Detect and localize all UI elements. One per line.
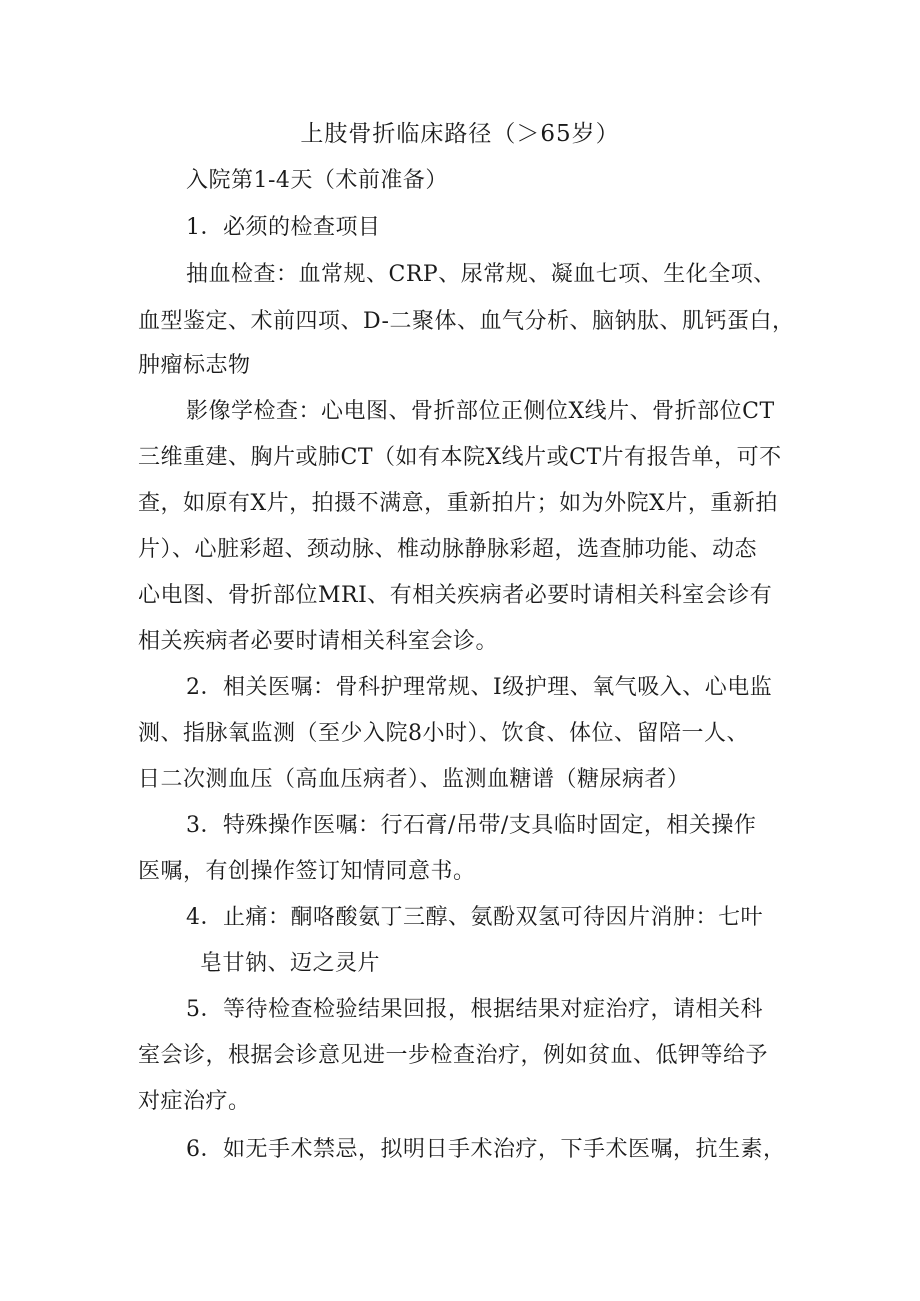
item-2-line: 日二次测血压（高血压病者）、监测血糖谱（糖尿病者） bbox=[138, 767, 690, 792]
imaging-line: 三维重建、胸片或肺CT（如有本院X线片或CT片有报告单，可不 bbox=[138, 445, 782, 470]
blood-test-line: 血型鉴定、术前四项、D-二聚体、血气分析、脑钠肽、肌钙蛋白， bbox=[138, 309, 795, 334]
imaging-line: 心电图、骨折部位MRI、有相关疾病者必要时请相关科室会诊有 bbox=[138, 583, 773, 608]
imaging-line: 片）、心脏彩超、颈动脉、椎动脉静脉彩超，选查肺功能、动态 bbox=[138, 537, 758, 562]
blood-test-line: 抽血检查：血常规、CRP、尿常规、凝血七项、生化全项、 bbox=[186, 262, 776, 287]
item-5-line: 5．等待检查检验结果回报，根据结果对症治疗，请相关科 bbox=[186, 997, 763, 1022]
item-5-line: 室会诊，根据会诊意见进一步检查治疗，例如贫血、低钾等给予 bbox=[138, 1043, 769, 1068]
imaging-line: 影像学检查：心电图、骨折部位正侧位X线片、骨折部位CT bbox=[186, 399, 775, 424]
item-1-heading: 1．必须的检查项目 bbox=[186, 215, 381, 240]
item-3-line: 3．特殊操作医嘱：行石膏/吊带/支具临时固定，相关操作 bbox=[186, 813, 757, 838]
blood-test-line: 肿瘤标志物 bbox=[138, 353, 251, 378]
section-heading-admission: 入院第1-4天（术前准备） bbox=[186, 168, 448, 193]
item-5-line: 对症治疗。 bbox=[138, 1089, 251, 1114]
imaging-line: 查，如原有X片，拍摄不满意，重新拍片；如为外院X片，重新拍 bbox=[138, 491, 778, 516]
item-4-line: 4．止痛：酮咯酸氨丁三醇、氨酚双氢可待因片消肿：七叶 bbox=[186, 905, 763, 930]
item-3-line: 医嘱，有创操作签订知情同意书。 bbox=[138, 859, 476, 884]
imaging-line: 相关疾病者必要时请相关科室会诊。 bbox=[138, 629, 499, 654]
item-6-line: 6．如无手术禁忌，拟明日手术治疗，下手术医嘱，抗生素， bbox=[186, 1137, 786, 1162]
item-2-line: 测、指脉氧监测（至少入院8小时）、饮食、体位、留陪一人、 bbox=[138, 721, 749, 746]
item-4-line: 皂甘钠、迈之灵片 bbox=[200, 951, 381, 976]
item-2-line: 2．相关医嘱：骨科护理常规、I级护理、氧气吸入、心电监 bbox=[186, 675, 773, 700]
document-title: 上肢骨折临床路径（＞65岁） bbox=[300, 121, 620, 147]
